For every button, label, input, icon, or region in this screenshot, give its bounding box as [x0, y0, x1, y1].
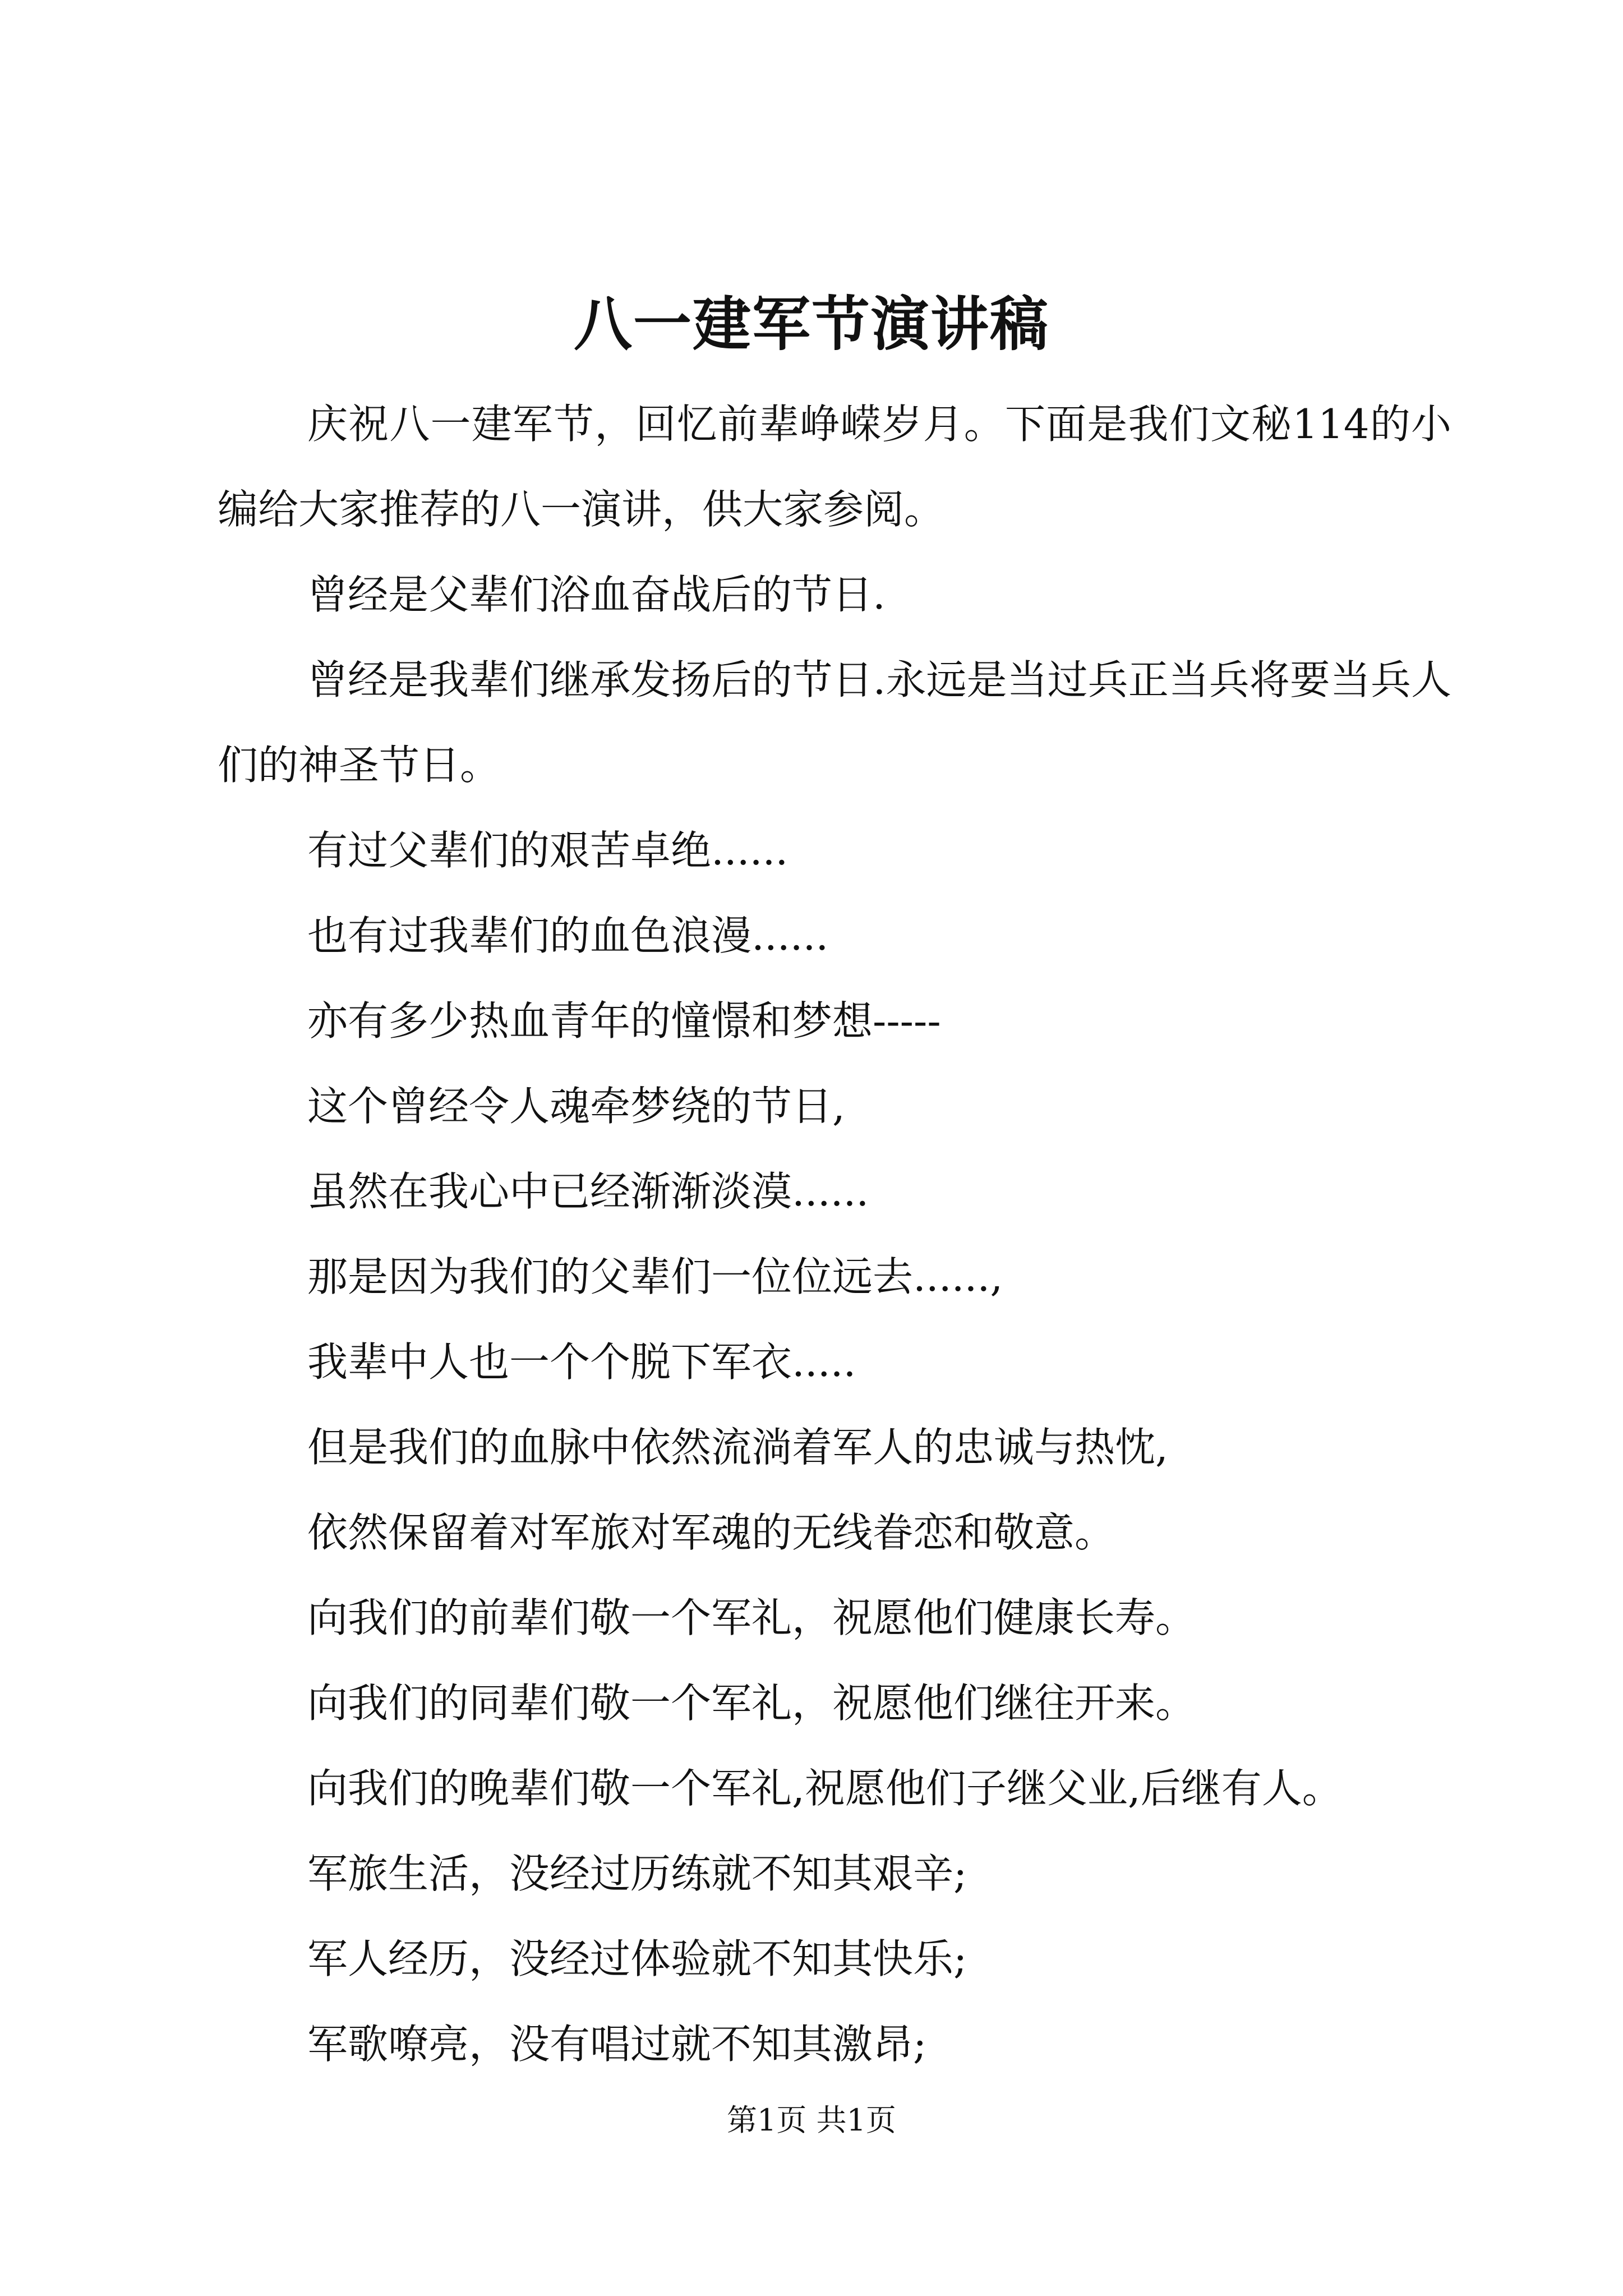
paragraph: 虽然在我心中已经渐渐淡漠...... — [307, 1168, 869, 1215]
paragraph: 但是我们的血脉中依然流淌着军人的忠诚与热忱, — [307, 1424, 1168, 1471]
paragraph: 向我们的晚辈们敬一个军礼,祝愿他们子继父业,后继有人。 — [307, 1765, 1343, 1812]
paragraph: 有过父辈们的艰苦卓绝...... — [307, 827, 789, 874]
paragraph: 亦有多少热血青年的憧憬和梦想----- — [307, 997, 941, 1045]
paragraph: 向我们的前辈们敬一个军礼，祝愿他们健康长寿。 — [307, 1594, 1196, 1641]
paragraph: 依然保留着对军旅对军魂的无线眷恋和敬意。 — [307, 1509, 1115, 1556]
page-footer: 第1页 共1页 — [727, 2102, 896, 2138]
document-title: 八一建军节演讲稿 — [573, 289, 1049, 358]
paragraph: 军旅生活，没经过历练就不知其艰辛; — [307, 1850, 967, 1897]
paragraph: 军歌嘹亮，没有唱过就不知其激昂; — [307, 2021, 927, 2068]
paragraph: 曾经是我辈们继承发扬后的节日.永远是当过兵正当兵将要当兵人们的神圣节日。 — [218, 656, 1451, 789]
paragraph: 我辈中人也一个个脱下军衣..... — [307, 1338, 856, 1386]
paragraph: 庆祝八一建军节，回忆前辈峥嵘岁月。下面是我们文秘114的小编给大家推荐的八一演讲，供大家参阅。 — [218, 401, 1451, 533]
paragraph: 那是因为我们的父辈们一位位远去......, — [307, 1253, 1003, 1300]
paragraph: 曾经是父辈们浴血奋战后的节日. — [307, 571, 886, 618]
paragraph: 军人经历，没经过体验就不知其快乐; — [307, 1935, 967, 1982]
paragraph: 向我们的同辈们敬一个军礼，祝愿他们继往开来。 — [307, 1680, 1196, 1727]
paragraph: 这个曾经令人魂牵梦绕的节日, — [307, 1083, 845, 1130]
paragraph: 也有过我辈们的血色浪漫...... — [307, 912, 829, 959]
document-body — [218, 381, 1451, 2087]
